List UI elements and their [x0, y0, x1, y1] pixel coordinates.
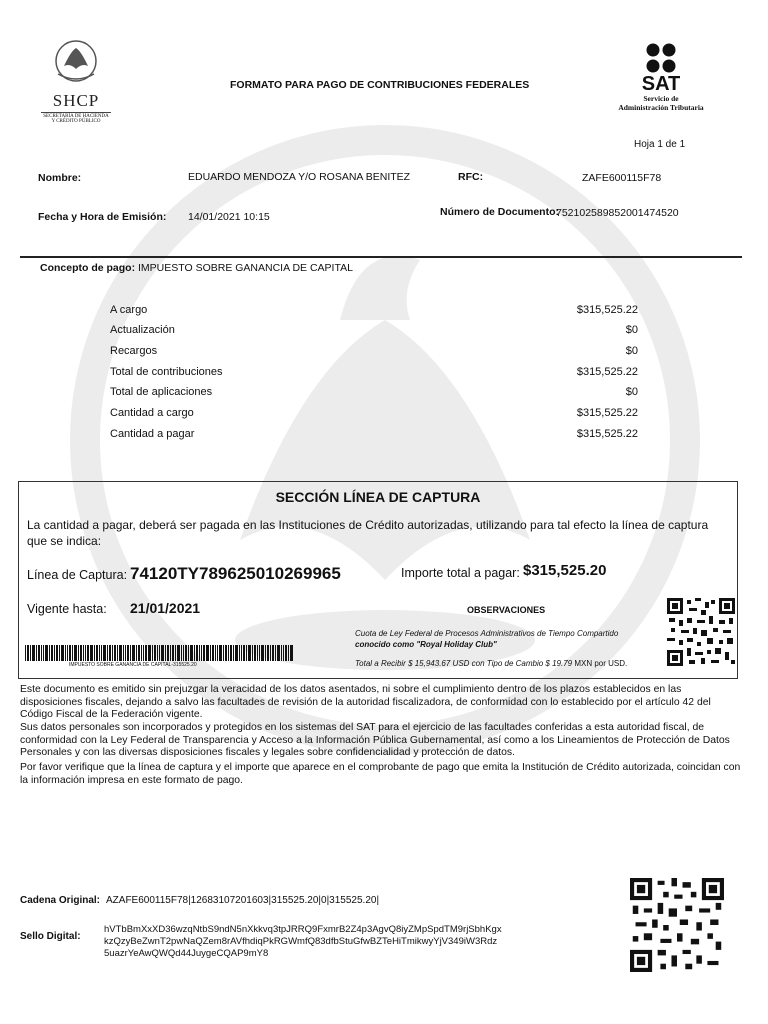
observacion-1: Cuota de Ley Federal de Procesos Administrativos de Tiempo Compartido [355, 629, 619, 638]
sello-digital-label: Sello Digital: [20, 931, 81, 942]
shcp-logo-sub2: Y CRÉDITO PÚBLICO [51, 119, 101, 124]
sello-digital-line-3: 5uazrYeAwQWQd44JuygeCQAP9mY8 [104, 948, 269, 959]
sat-logo-sub1: Servicio de [643, 94, 679, 103]
captura-intro: La cantidad a pagar, deberá ser pagada en las Instituciones de Crédito autorizadas, utilizando para tal efecto la línea de captura que se indica: [27, 518, 709, 548]
vigente-value: 21/01/2021 [130, 600, 201, 616]
row-label-total-aplicaciones: Total de aplicaciones [110, 386, 213, 398]
linea-captura-label: Línea de Captura: [27, 568, 128, 582]
barcode-caption: IMPUESTO SOBRE GANANCIA DE CAPITAL-315525.20 [69, 662, 197, 668]
legal-paragraph-3: Por favor verifique que la línea de captura y el importe que aparece en el comprobante de pago que emita la Institución de Crédito autorizada, coincidan con la información impresa en este formato de pago. [20, 762, 741, 786]
documento-label: Número de Documento: [440, 206, 560, 218]
sat-dots-icon [641, 42, 681, 74]
row-value-recargos: $0 [625, 345, 638, 357]
rfc-label: RFC: [458, 171, 484, 183]
footer-qr-code-icon [630, 878, 724, 972]
observaciones-label: OBSERVACIONES [467, 605, 546, 615]
fecha-label: Fecha y Hora de Emisión: [38, 211, 167, 223]
sello-digital-line-1: hVTbBmXxXD36wzqNtbS9ndN5nXkkvq3tpJRRQ9FxmrB2Z4p3AgvQ8iyZMpSpdTM9rjSbhKgx [104, 924, 502, 935]
sello-digital-line-2: kzQzyBeZwnT2pwNaQZem8rAVfhdiqPkRGWmfQ83dfbStuGfwBZTeHiTmikwyYjV349iW3Rdz [104, 936, 498, 947]
legal-paragraph-1: Este documento es emitido sin prejuzgar la veracidad de los datos asentados, ni sobre el cumplimiento dentro de los plazos establecidos en las disposiciones fiscales, dejando a salvo las facultades de revisión de la autoridad fiscalizadora, de conformidad con lo establecido por el artículo 42 del Código Fiscal de la Federación vigente. [20, 684, 711, 721]
sat-logo-text: SAT [641, 73, 681, 95]
row-value-cantidad-cargo: $315,525.22 [576, 407, 638, 419]
shcp-logo-sub1: SECRETARÍA DE HACIENDA [43, 114, 109, 119]
shcp-logo-text: SHCP [52, 91, 100, 110]
legal-paragraph-2: Sus datos personales son incorporados y protegidos en los sistemas del SAT para el ejercicio de las facultades conferidas a esta autoridad fiscal, de conformidad con la Ley Federal de Transparencia y Acceso a la Información Pública Gubernamental, así como a los Lineamientos de Protección de Datos Personales y con las diversas disposiciones fiscales y legales sobre confidencialidad y protección de datos. [20, 722, 730, 759]
row-value-a-cargo: $315,525.22 [576, 304, 638, 316]
row-value-actualizacion: $0 [625, 324, 638, 336]
linea-captura-section [18, 481, 738, 679]
row-label-total-contribuciones: Total de contribuciones [110, 366, 223, 378]
sat-logo [606, 42, 716, 118]
document-title: FORMATO PARA PAGO DE CONTRIBUCIONES FEDERALES [230, 79, 530, 91]
row-label-actualizacion: Actualización [110, 324, 175, 336]
fecha-value: 14/01/2021 10:15 [188, 211, 270, 223]
observacion-3-tail: MXN por USD. [574, 659, 628, 668]
captura-title: SECCIÓN LÍNEA DE CAPTURA [275, 489, 481, 505]
observacion-2: conocido como "Royal Holiday Club" [355, 640, 497, 649]
qr-code-icon [667, 598, 735, 666]
concepto-value: IMPUESTO SOBRE GANANCIA DE CAPITAL [138, 262, 353, 274]
row-label-recargos: Recargos [110, 345, 158, 357]
importe-label: Importe total a pagar: [401, 566, 520, 580]
nombre-value: EDUARDO MENDOZA Y/O ROSANA BENITEZ [188, 171, 411, 183]
row-label-a-cargo: A cargo [110, 304, 148, 316]
concepto-line [40, 262, 353, 274]
section-divider [20, 256, 742, 258]
row-label-cantidad-cargo: Cantidad a cargo [110, 407, 194, 419]
row-value-total-contribuciones: $315,525.22 [576, 366, 638, 378]
linea-captura-value: 74120TY789625010269965 [130, 564, 341, 583]
mexico-coat-of-arms-icon [36, 36, 116, 86]
vigente-label: Vigente hasta: [27, 602, 107, 616]
rfc-value: ZAFE600115F78 [582, 172, 662, 184]
documento-value: 75210258985200147452​0 [556, 207, 679, 219]
sat-logo-sub2: Administración Tributaria [618, 103, 704, 112]
importe-value: $315,525.20 [523, 562, 607, 579]
observacion-3-text: Total a Recibir $ 15,943.67 USD con Tipo de Cambio $ 19.79 [355, 659, 573, 668]
concepto-label: Concepto de pago: [40, 262, 136, 274]
observacion-3 [355, 659, 627, 668]
shcp-logo [36, 36, 116, 126]
row-label-cantidad-pagar: Cantidad a pagar [110, 428, 195, 440]
cadena-original-label: Cadena Original: [20, 895, 101, 906]
row-value-cantidad-pagar: $315,525.22 [576, 428, 638, 440]
barcode-icon [25, 645, 295, 661]
nombre-label: Nombre: [38, 172, 82, 184]
row-value-total-aplicaciones: $0 [625, 386, 638, 398]
page-number: Hoja 1 de 1 [634, 139, 686, 150]
cadena-original-value: AZAFE600115F78|12683107201603|315525.20|0|315525.20| [106, 895, 380, 906]
